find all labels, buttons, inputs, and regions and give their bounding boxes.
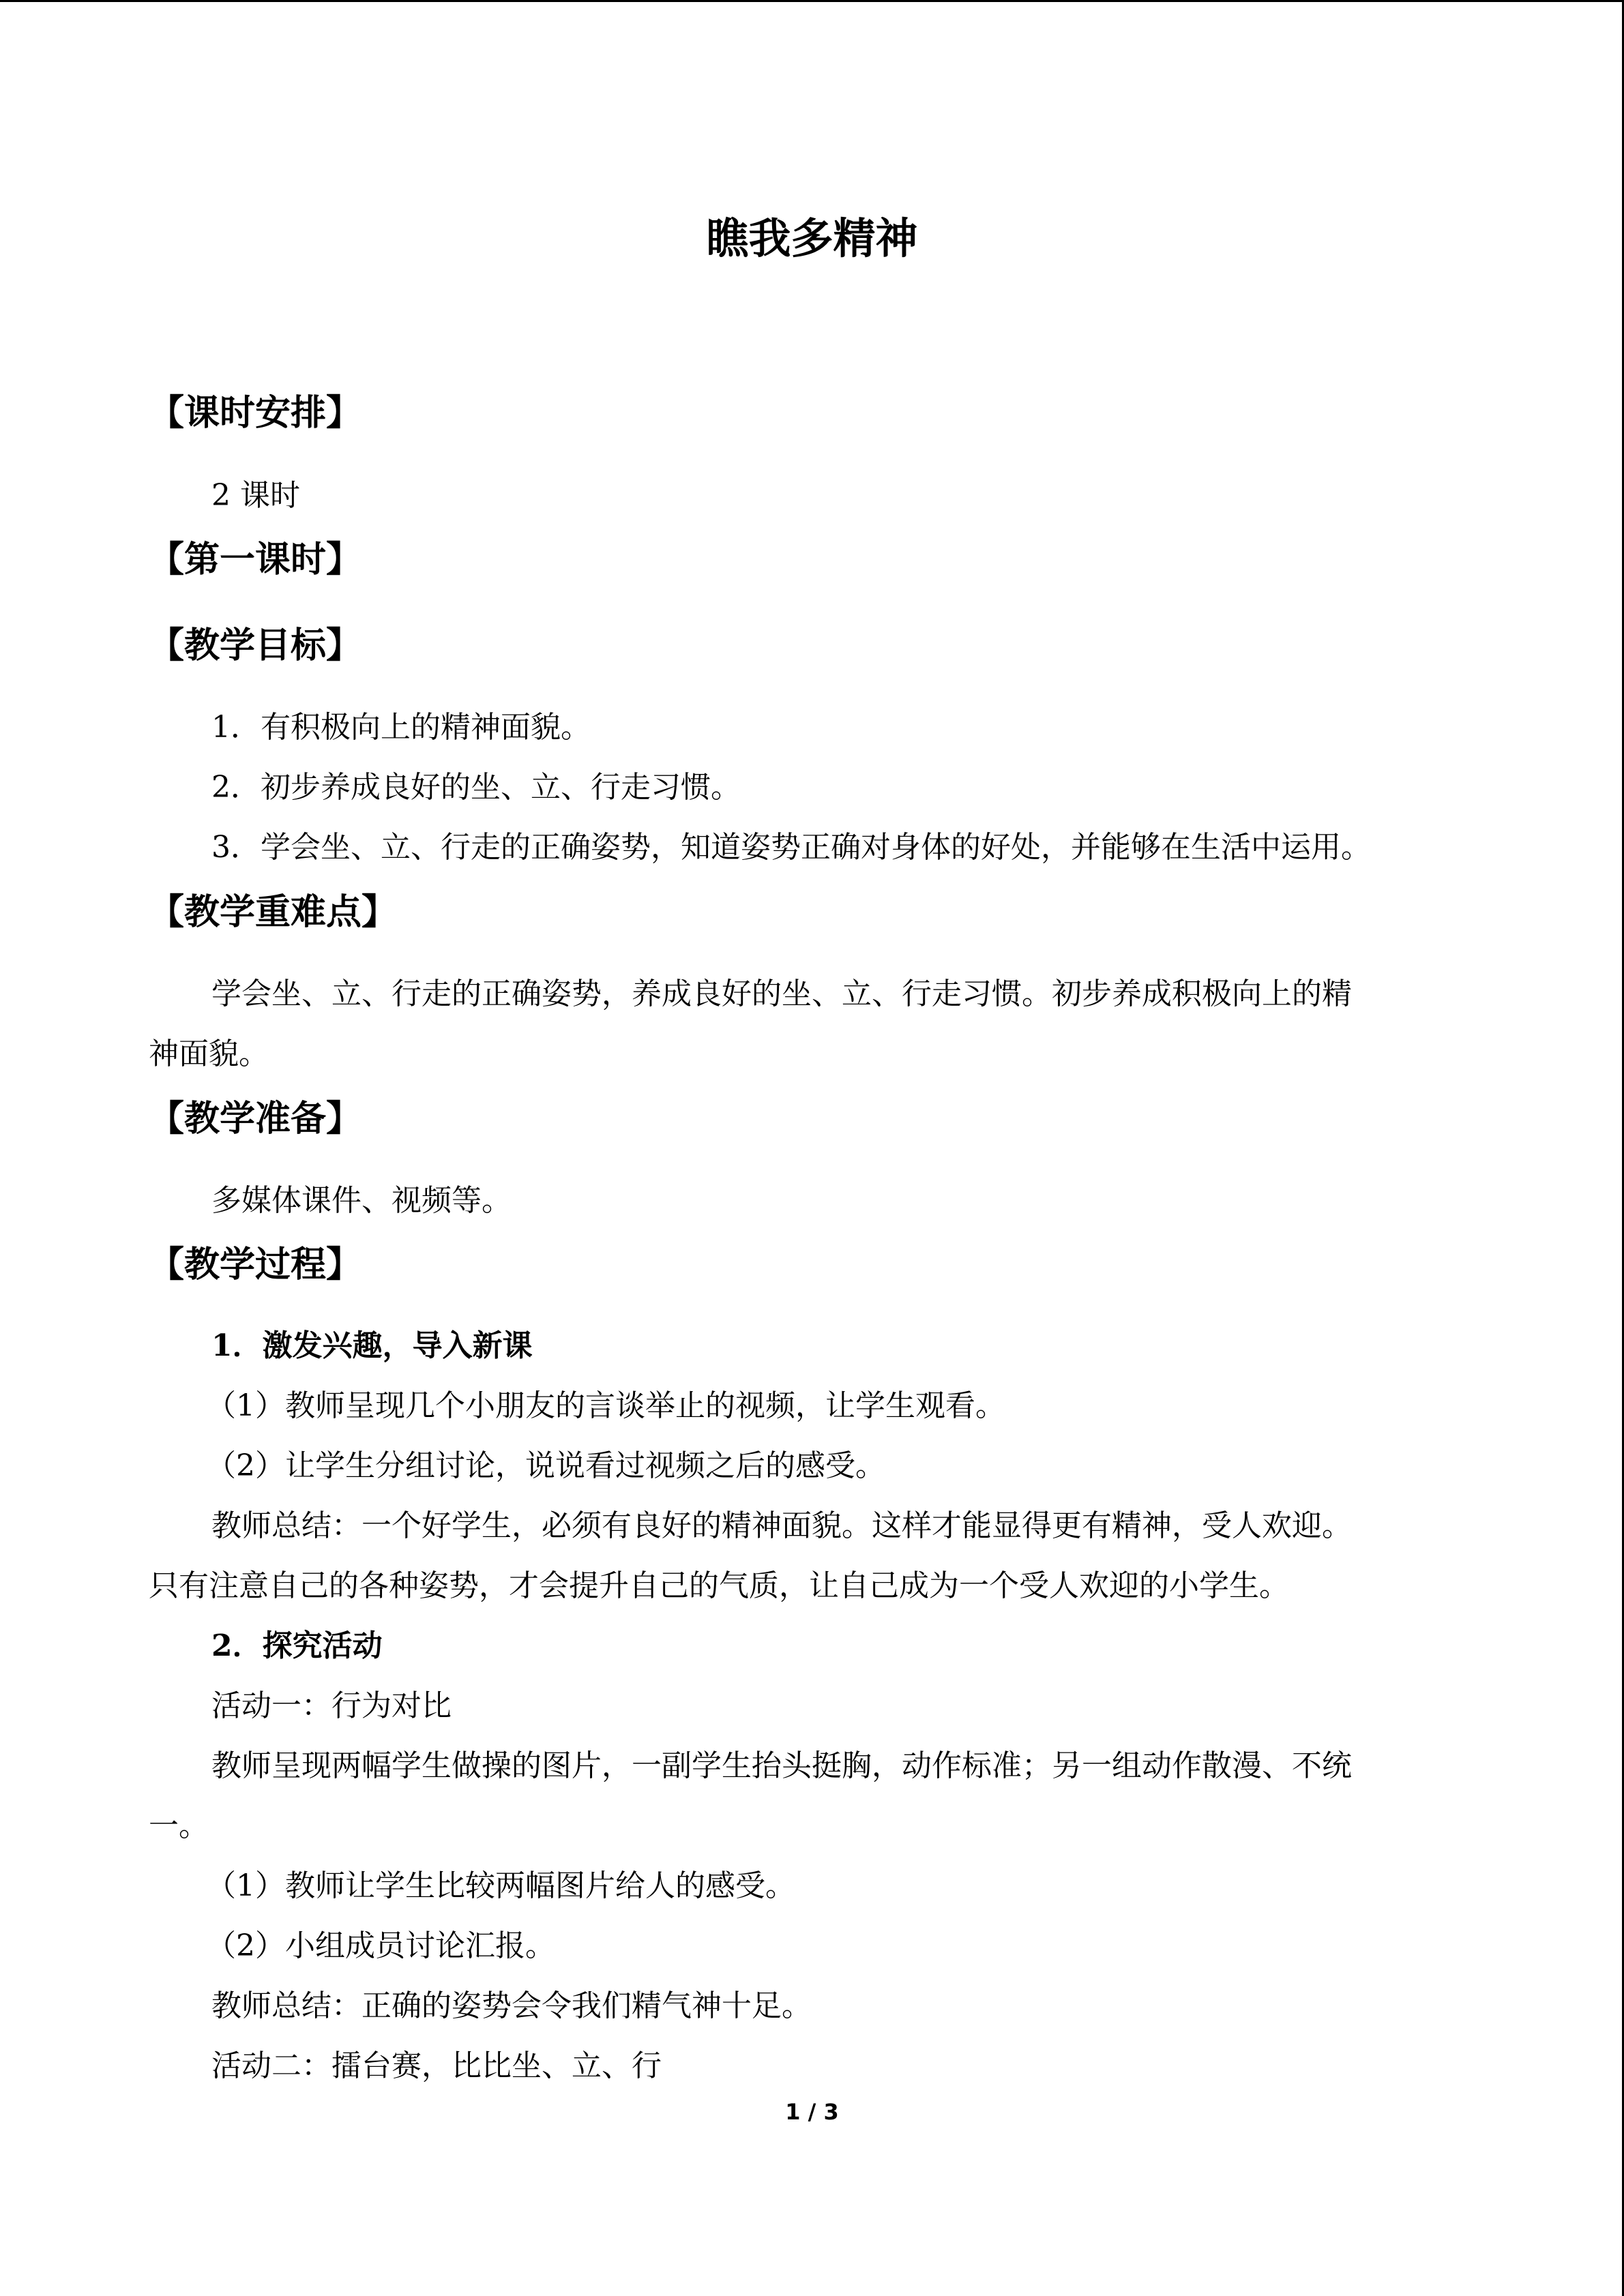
preparation-text: 多媒体课件、视频等。: [211, 1183, 512, 1218]
schedule-text: 2 课时: [211, 478, 300, 513]
step2-summary: 教师总结：正确的姿势会令我们精气神十足。: [211, 1988, 812, 2023]
heading-first-lesson: 【第一课时】: [149, 539, 362, 580]
activity1-desc-line-1: 教师呈现两幅学生做操的图片，一副学生抬头挺胸，动作标准；另一组动作散漫、不统: [211, 1748, 1352, 1783]
key-points-line-2: 神面貌。: [149, 1037, 269, 1071]
page-number: 1 / 3: [785, 2099, 839, 2125]
step1-summary-line-1: 教师总结：一个好学生，必须有良好的精神面貌。这样才能显得更有精神，受人欢迎。: [211, 1508, 1352, 1543]
step1-title: 1．激发兴趣，导入新课: [211, 1328, 533, 1363]
key-points-line-1: 学会坐、立、行走的正确姿势，养成良好的坐、立、行走习惯。初步养成积极向上的精: [211, 976, 1352, 1011]
heading-schedule: 【课时安排】: [149, 393, 362, 434]
goal-item-3: 3．学会坐、立、行走的正确姿势，知道姿势正确对身体的好处，并能够在生活中运用。: [211, 830, 1371, 865]
page-border-top: [0, 0, 1624, 2]
step2-item-2: （2）小组成员讨论汇报。: [206, 1928, 555, 1963]
heading-key-points: 【教学重难点】: [149, 892, 398, 933]
heading-preparation: 【教学准备】: [149, 1099, 362, 1139]
activity1-desc-line-2: 一。: [149, 1808, 209, 1843]
step2-title: 2．探究活动: [211, 1628, 383, 1663]
step2-item-1: （1）教师让学生比较两幅图片给人的感受。: [206, 1868, 795, 1903]
page-title: 瞧我多精神: [706, 213, 918, 263]
goal-item-2: 2．初步养成良好的坐、立、行走习惯。: [211, 770, 741, 805]
activity1-title: 活动一：行为对比: [211, 1688, 452, 1723]
step1-summary-line-2: 只有注意自己的各种姿势，才会提升自己的气质，让自己成为一个受人欢迎的小学生。: [149, 1568, 1289, 1603]
heading-process: 【教学过程】: [149, 1244, 362, 1285]
activity2-title: 活动二：擂台赛，比比坐、立、行: [211, 2048, 662, 2083]
heading-goals: 【教学目标】: [149, 625, 362, 666]
step1-item-2: （2）让学生分组讨论，说说看过视频之后的感受。: [206, 1448, 885, 1483]
step1-item-1: （1）教师呈现几个小朋友的言谈举止的视频，让学生观看。: [206, 1388, 1005, 1423]
goal-item-1: 1．有积极向上的精神面貌。: [211, 710, 591, 745]
